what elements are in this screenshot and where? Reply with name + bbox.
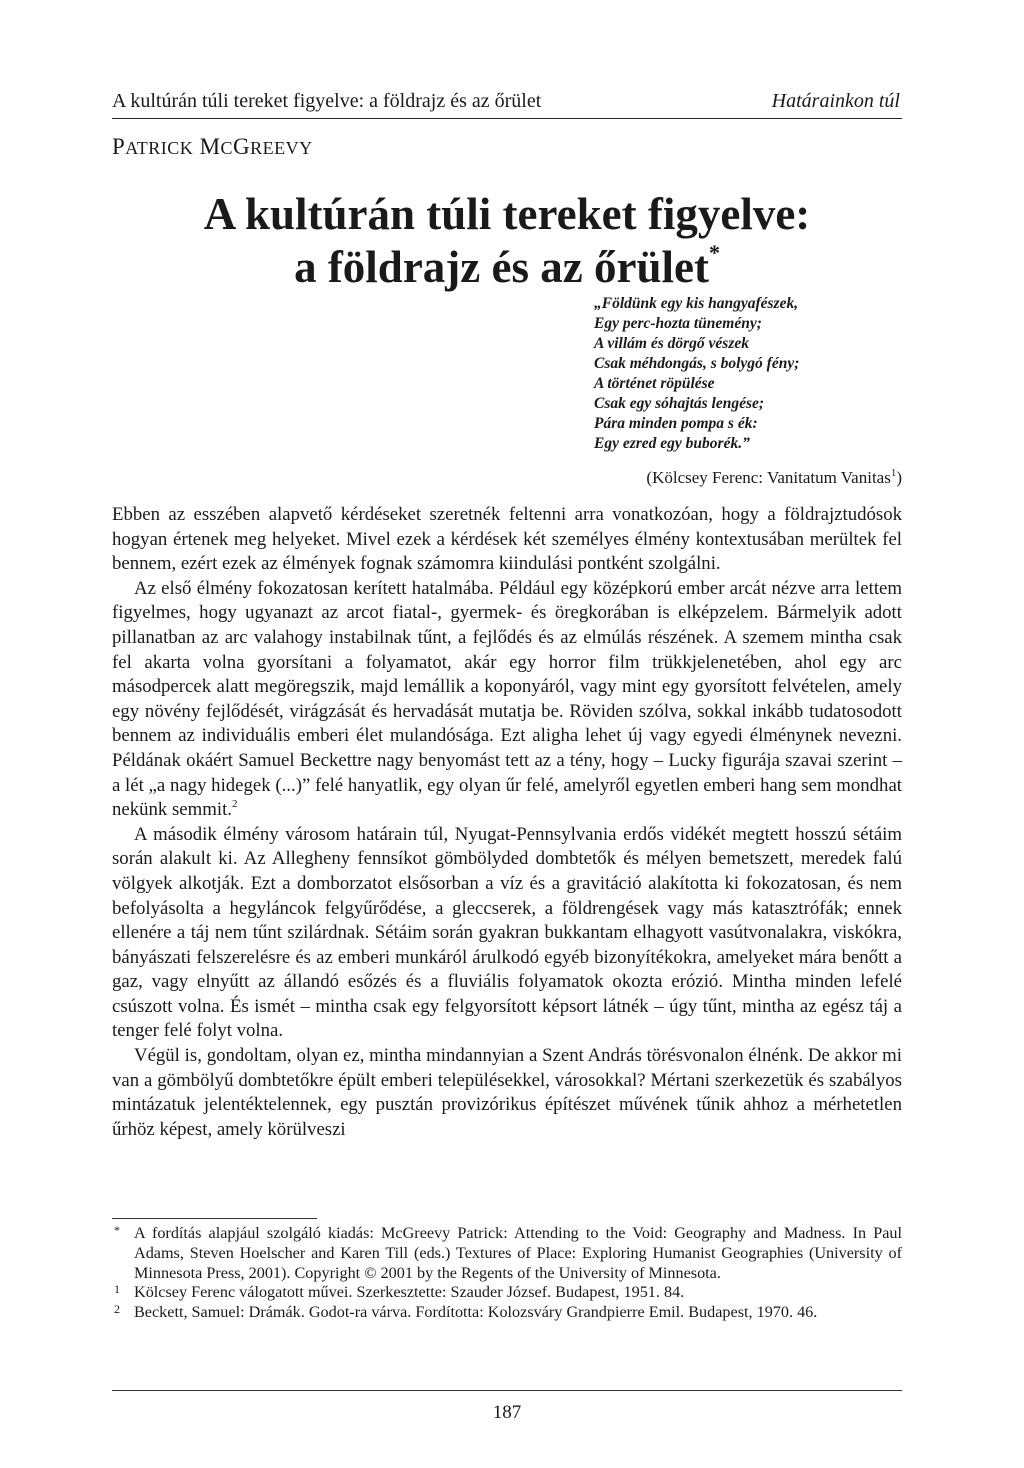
footnote-mark: 1: [114, 1282, 120, 1297]
poem-line: A történet röpülése: [594, 375, 715, 392]
article-title: [112, 188, 902, 294]
epigraph-footnote-mark: 1: [890, 467, 897, 479]
author-c: C: [220, 138, 234, 158]
page-number: 187: [492, 1402, 522, 1423]
running-header: [112, 86, 902, 119]
title-line-1: A kultúrán túli tereket figyelve:: [203, 189, 811, 239]
footnotes: [112, 1224, 902, 1323]
running-header-section: Határainkon túl: [771, 90, 900, 112]
poem-line: Egy ezred egy buborék.”: [594, 435, 750, 452]
paragraph-2-text: Az első élmény fokozatosan kerített hatalmába. Például egy középkorú ember arcát nézve arra lettem figyelmes, hogy ugyanazt az arcot fiatal-, gyermek- és öregkorában is elképzelem. Bármelyik adott pillanatban az arc valahogy instabilnak tűnt, a fejlődés és az elmúlás részének. A szemem mintha csak fel akarta volna gyorsítani a folyamatot, akár egy horror film trükkjelenetében, ahol egy arc másodpercek alatt megöregszik, majd lemállik a koponyáról, vagy mint egy gyorsított felvételen, amely egy növény fejlődését, virágzását és hervadását mutatja be. Röviden szólva, sokkal inkább tudatosodott bennem az individuális emberi élet mulandósága. Ezt aligha lehet új vagy egyedi élménynek nevezni. Példának okáért Samuel Beckettre nagy benyomást tett az a tény, hogy – Lucky figurája szavai szerint – a lét „a nagy hidegek (...)” felé hanyatlik, egy olyan űr felé, amelyről egyetlen emberi hang sem mondhat nekünk semmit.: [112, 577, 902, 821]
author-first-rest: ATRICK: [125, 138, 194, 158]
poem-line: Csak egy sóhajtás lengése;: [594, 395, 765, 412]
running-header-title: A kultúrán túli tereket figyelve: a földrajz és az őrület: [112, 90, 542, 112]
paragraph-3: A második élmény városom határain túl, Nyugat-Pennsylvania erdős vidékét megtett hosszú sétáim során alakult ki. Az Allegheny fennsíkot gömbölyded dombtetők és mélyen bemetszett, meredek falú völgyek alkotják. Ezt a domborzatot elsősorban a víz és a gravitáció alakította ki fokozatosan, és nem befolyásolta a hegyláncok felgyűrődése, a gleccserek, a földrengések vagy más katasztrófák; ennek ellenére a táj nem tűnt szilárdnak. Sétáim során gyakran bukkantam elhagyott vasútvonalakra, viskókra, bányászati felszerelésre és az emberi munkáról árulkodó egyéb bizonyítékokra, amelyeket mára benőtt a gaz, vagy elnyűtt az állandó esőzés és a fluviális folyamatok okozta erózió. Mintha minden lefelé csúszott volna. És ismét – mintha csak egy felgyorsított képsort látnék – úgy tűnt, mintha az egész táj a tenger felé folyt volna.: [112, 823, 902, 1042]
article-body: [112, 503, 902, 1142]
poem-line: A villám és dörgő vészek: [594, 335, 749, 352]
author-initial-m: M: [199, 134, 221, 159]
title-footnote-mark: *: [708, 240, 720, 265]
footnote-divider: [112, 1218, 317, 1219]
epigraph-source: [646, 468, 902, 488]
title-line-2: [112, 241, 902, 294]
epigraph-source-text: (Kölcsey Ferenc: Vanitatum Vanitas: [646, 468, 891, 487]
author-initial-g: G: [233, 134, 251, 159]
author-name: [112, 134, 313, 160]
epigraph-source-close: ): [896, 468, 902, 487]
paragraph-2-footnote-mark: 2: [231, 798, 238, 811]
author-last-rest: REEVY: [250, 138, 313, 158]
paragraph-4: Végül is, gondoltam, olyan ez, mintha mindannyian a Szent András törésvonalon élnénk. De akkor mi van a gömbölyű dombtetőkre épült emberi településekkel, városokkal? Mértani szerkezetük és szabályos mintázatuk jelentéktelennek, egy pusztán provizórikus építészet művének tűnik ahhoz a mérhetetlen űrhöz képest, amely körülveszi: [112, 1045, 902, 1140]
epigraph-poem: [594, 294, 904, 454]
footnote-text: Kölcsey Ferenc válogatott művei. Szerkesztette: Szauder József. Budapest, 1951. 84.: [134, 1283, 685, 1302]
footnote-item: [112, 1303, 902, 1323]
paragraph-1: Ebben az esszében alapvető kérdéseket szeretnék feltenni arra vonatkozóan, hogy a földrajztudósok hogyan értenek meg helyeket. Mivel ezek a kérdések két személyes élmény kontextusában merültek fel bennem, ezért ezek az élmények fognak számomra kiindulási pontként szolgálni.: [112, 504, 902, 575]
footnote-mark: 2: [114, 1302, 120, 1317]
footnote-text: A fordítás alapjául szolgáló kiadás: McGreevy Patrick: Attending to the Void: Geography and Madness. In Paul Adams, Steven Hoelscher and Karen Till (eds.) Textures of Place: Exploring Humanist Geographies (University of Minnesota Press, 2001). Copyright © 2001 by the Regents of the University of Minnesota.: [134, 1224, 902, 1282]
footnote-item: [112, 1224, 902, 1283]
title-line-2-text: a földrajz és az őrület: [294, 242, 709, 292]
poem-line: „Földünk egy kis hangyafészek,: [594, 295, 799, 312]
author-initial-p: P: [112, 134, 126, 159]
page-footer-divider: [112, 1390, 902, 1391]
paragraph-2: [112, 577, 902, 823]
poem-line: Csak méhdongás, s bolygó fény;: [594, 355, 800, 372]
footnote-item: [112, 1283, 902, 1303]
footnote-mark: *: [114, 1223, 120, 1237]
poem-line: Egy perc-hozta tünemény;: [594, 315, 762, 332]
poem-line: Pára minden pompa s ék:: [594, 415, 758, 432]
footnote-text: Beckett, Samuel: Drámák. Godot-ra várva. Fordította: Kolozsváry Grandpierre Emil. Budapest, 1970. 46.: [134, 1303, 818, 1322]
